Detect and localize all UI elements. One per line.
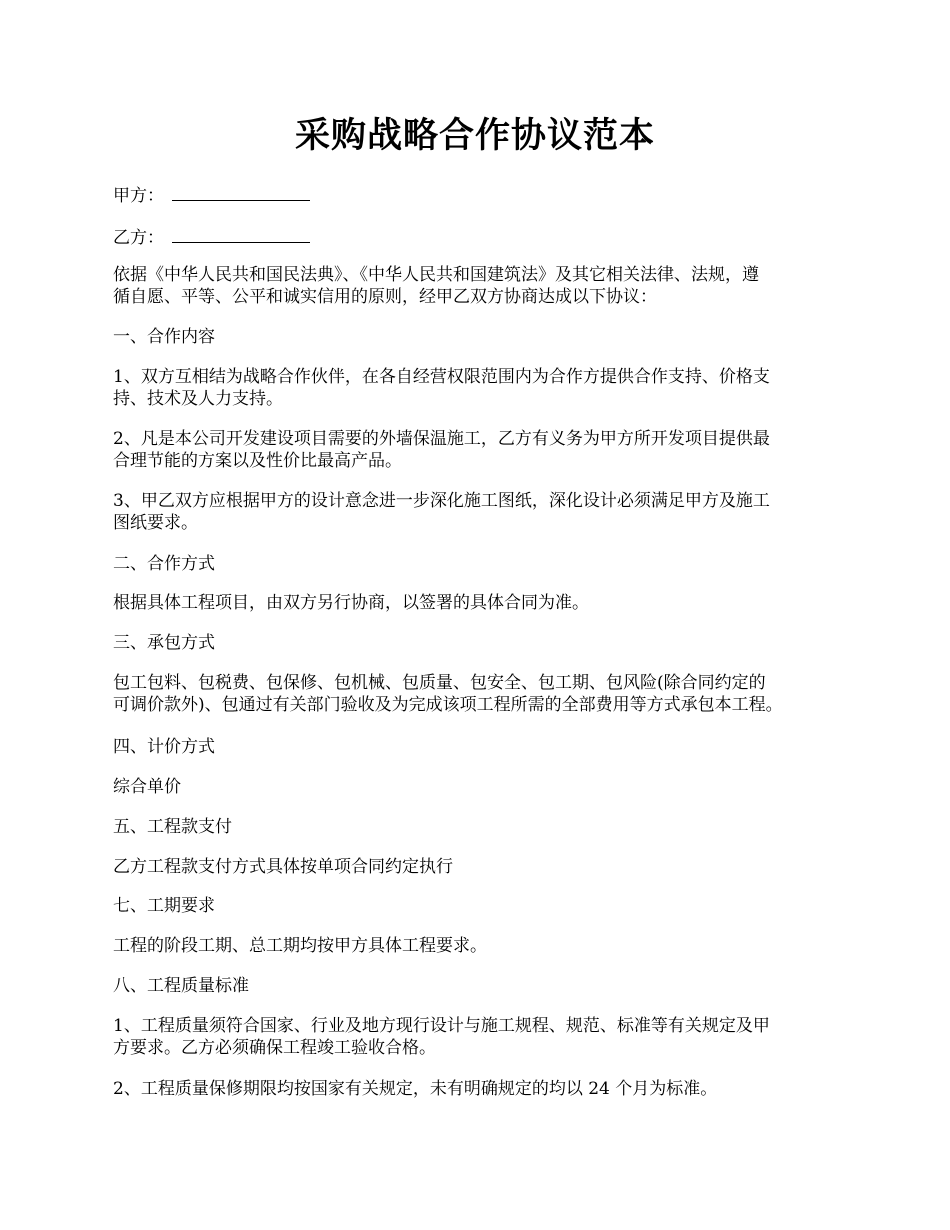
paragraph: 1、工程质量须符合国家、行业及地方现行设计与施工规程、规范、标准等有关规定及甲 方要求。乙方必须确保工程竣工验收合格。 <box>113 1016 770 1058</box>
section-heading: 五、工程款支付 <box>113 817 232 837</box>
section-heading: 一、合作内容 <box>113 327 215 347</box>
paragraph: 包工包料、包税费、包保修、包机械、包质量、包安全、包工期、包风险(除合同约定的 可调价款外)、包通过有关部门验收及为完成该项工程所需的全部费用等方式承包本工程。 <box>113 673 783 715</box>
party-a-line <box>113 183 841 207</box>
paragraph: 根据具体工程项目，由双方另行协商，以签署的具体合同为准。 <box>113 593 589 613</box>
party-a-blank <box>172 183 310 201</box>
paragraph: 2、凡是本公司开发建设项目需要的外墙保温施工，乙方有义务为甲方所开发项目提供最 合理节能的方案以及性价比最高产品。 <box>113 429 770 471</box>
party-b-blank <box>172 225 310 243</box>
paragraph: 工程的阶段工期、总工期均按甲方具体工程要求。 <box>113 936 487 956</box>
paragraph: 乙方工程款支付方式具体按单项合同约定执行 <box>113 857 453 877</box>
paragraph: 2、工程质量保修期限均按国家有关规定，未有明确规定的均以 24 个月为标准。 <box>113 1079 718 1099</box>
section-heading: 八、工程质量标准 <box>113 976 249 996</box>
paragraph: 依据《中华人民共和国民法典》、《中华人民共和国建筑法》及其它相关法律、法规，遵 循自愿、平等、公平和诚实信用的原则，经甲乙双方协商达成以下协议： <box>113 265 759 307</box>
section-heading: 四、计价方式 <box>113 737 215 757</box>
party-b-line <box>113 225 841 249</box>
paragraph: 1、双方互相结为战略合作伙伴，在各自经营权限范围内为合作方提供合作支持、价格支 持、技术及人力支持。 <box>113 367 770 409</box>
party-b-label: 乙方： <box>113 228 164 248</box>
section-heading: 二、合作方式 <box>113 554 215 574</box>
party-a-label: 甲方： <box>113 186 164 206</box>
paragraph: 综合单价 <box>113 777 181 797</box>
paragraph: 3、甲乙双方应根据甲方的设计意念进一步深化施工图纸，深化设计必须满足甲方及施工 图纸要求。 <box>113 491 770 533</box>
section-heading: 七、工期要求 <box>113 896 215 916</box>
section-heading: 三、承包方式 <box>113 633 215 653</box>
document-title: 采购战略合作协议范本 <box>294 115 655 156</box>
